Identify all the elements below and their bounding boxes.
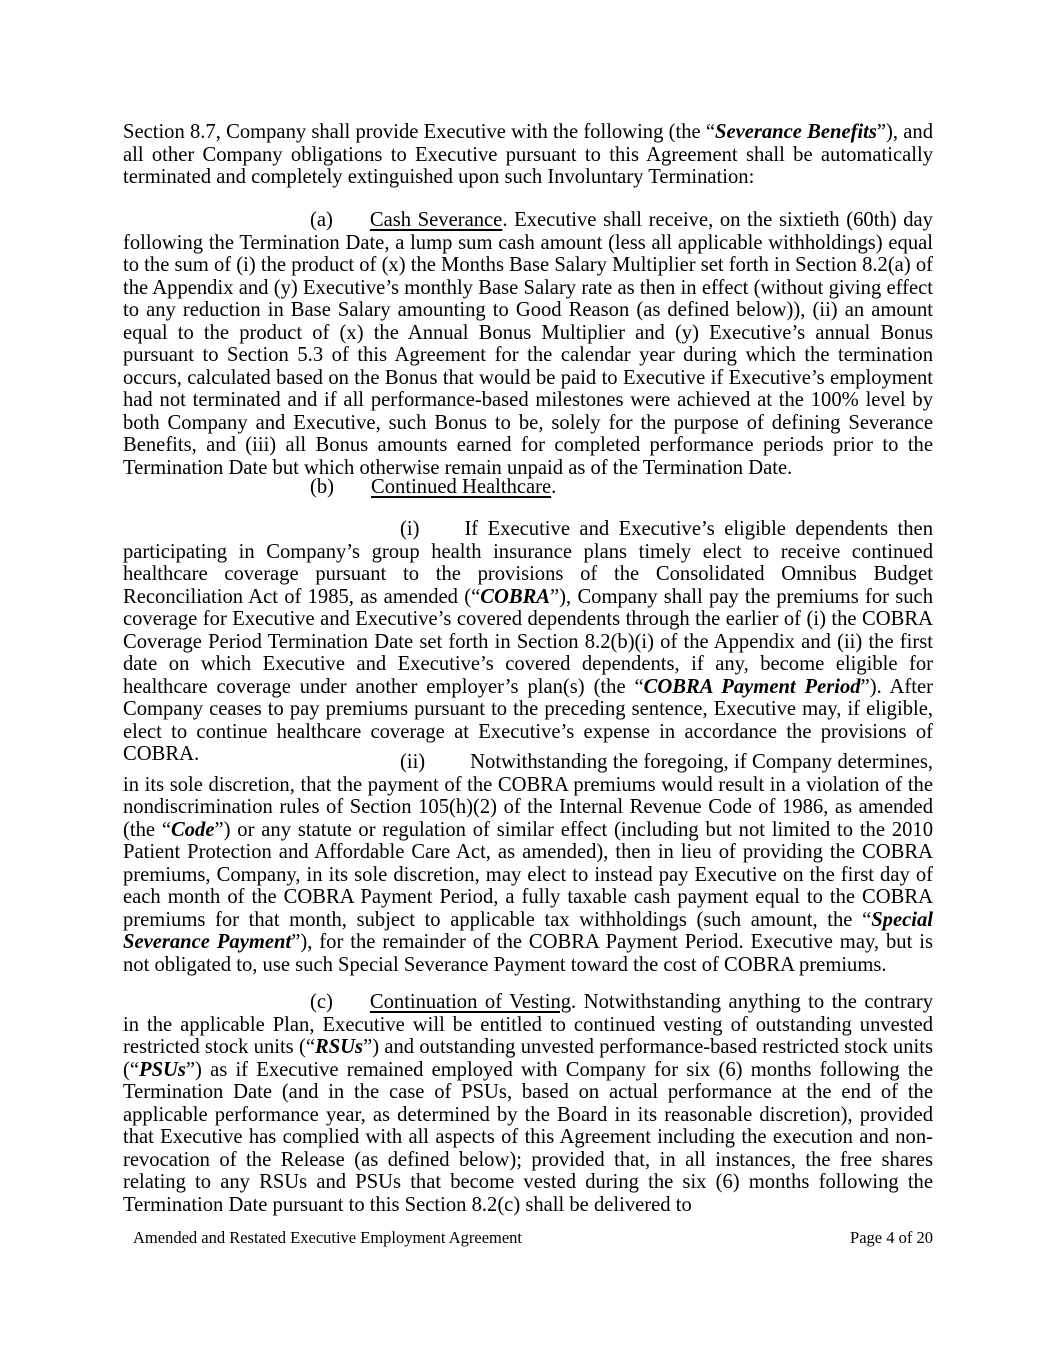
- text-run: If Executive and Executive’s eligible dependents then participating in Company’s group health insurance plans timely elect to receive continued healthcare coverage pursuant to the provisions of the Consolidated Omnibus Budget Reconciliation Act of 1985, as amended (“: [123, 518, 933, 608]
- footer-document-title: Amended and Restated Executive Employment Agreement: [133, 1228, 523, 1247]
- text-run: .: [551, 476, 557, 498]
- paragraph-p-ii: [123, 751, 933, 976]
- text-run: ”). After Company ceases to pay premiums pursuant to the preceding sentence, Executive may, if eligible, elect to continue healthcare coverage at Executive’s expense in accordance the provisions of COBRA.: [123, 675, 933, 766]
- section-heading: Continuation of Vesting: [369, 991, 572, 1013]
- paragraph-p-i: [123, 518, 933, 766]
- section-heading: Continued Healthcare: [371, 476, 552, 498]
- defined-term: Special Severance Payment: [123, 908, 933, 954]
- text-run: ”), Company shall pay the premiums for such coverage for Executive and Executive’s covered dependents through the earlier of (i) the COBRA Coverage Period Termination Date set forth in Section 8.2(b)(i) of the Appendix and (ii) the first date on which Executive and Executive’s covered dependents, if any, become eligible for healthcare coverage under another employer’s plan(s) (the “: [123, 585, 933, 698]
- page-footer: [133, 1228, 933, 1247]
- paragraph-p-c: [123, 991, 933, 1216]
- defined-term: RSUs: [314, 1036, 364, 1059]
- text-run: . Notwithstanding anything to the contrary in the applicable Plan, Executive will be entitled to continued vesting of outstanding unvested restricted stock units (“: [123, 991, 933, 1059]
- text-run: ”), for the remainder of the COBRA Payment Period. Executive may, but is not obligated to, use such Special Severance Payment toward the cost of COBRA premiums.: [123, 931, 934, 976]
- text-run: ”) and outstanding unvested performance-based restricted stock units (“: [123, 1036, 933, 1081]
- text-run: ”) as if Executive remained employed with Company for six (6) months following the Termination Date (and in the case of PSUs, based on actual performance at the end of the applicable performance year, as determined by the Board in its reasonable discretion), provided that Executive has complied with all aspects of this Agreement including the execution and non-revocation of the Release (as defined below); provided that, in all instances, the free shares relating to any RSUs and PSUs that become vested during the six (6) months following the Termination Date pursuant to this Section 8.2(c) shall be delivered to: [123, 1058, 933, 1216]
- footer-page-number: Page 4 of 20: [850, 1228, 933, 1247]
- paragraph-p-b: [123, 476, 933, 499]
- defined-term: Code: [171, 818, 215, 841]
- text-run: (c): [310, 991, 333, 1013]
- text-run: (i): [400, 518, 420, 540]
- text-run: Section 8.7, Company shall provide Executive with the following (the “: [123, 121, 715, 143]
- text-run: ”), and all other Company obligations to Executive pursuant to this Agreement shall be automatically terminated and completely extinguished upon such Involuntary Termination:: [123, 121, 933, 189]
- paragraph-p-a: [123, 209, 933, 480]
- text-run: ”) or any statute or regulation of similar effect (including but not limited to the 2010 Patient Protection and Affordable Care Act, as amended), then in lieu of providing the COBRA premiums, Company, in its sole discretion, may elect to instead pay Executive on the first day of each month of the COBRA Payment Period, a fully taxable cash payment equal to the COBRA premiums for that month, subject to applicable tax withholdings (such amount, the “: [123, 818, 934, 931]
- defined-term: PSUs: [139, 1058, 186, 1081]
- text-run: (a): [310, 209, 333, 231]
- section-heading: Cash Severance: [369, 209, 503, 231]
- text-run: (b): [310, 476, 335, 498]
- paragraph-p-intro: [123, 121, 933, 189]
- text-run: Notwithstanding the foregoing, if Company determines, in its sole discretion, that the payment of the COBRA premiums would result in a violation of the nondiscrimination rules of Section 105(h)(2) of the Internal Revenue Code of 1986, as amended (the “: [123, 751, 933, 841]
- text-run: (ii): [400, 751, 426, 773]
- defined-term: Severance Benefits: [714, 121, 877, 143]
- text-run: . Executive shall receive, on the sixtieth (60th) day following the Termination Date, a lump sum cash amount (less all applicable withholdings) equal to the sum of (i) the product of (x) the Months Base Salary Multiplier set forth in Section 8.2(a) of the Appendix and (y) Executive’s monthly Base Salary rate as then in effect (without giving effect to any reduction in Base Salary amounting to Good Reason (as defined below)), (ii) an amount equal to the product of (x) the Annual Bonus Multiplier and (y) Executive’s annual Bonus pursuant to Section 5.3 of this Agreement for the calendar year during which the termination occurs, calculated based on the Bonus that would be paid to Executive if Executive’s employment had not terminated and if all performance-based milestones were achieved at the 100% level by both Company and Executive, such Bonus to be, solely for the purpose of defining Severance Benefits, and (iii) all Bonus amounts earned for completed performance periods prior to the Termination Date but which otherwise remain unpaid as of the Termination Date.: [123, 209, 933, 480]
- defined-term: COBRA Payment Period: [643, 675, 861, 698]
- defined-term: COBRA: [480, 585, 551, 608]
